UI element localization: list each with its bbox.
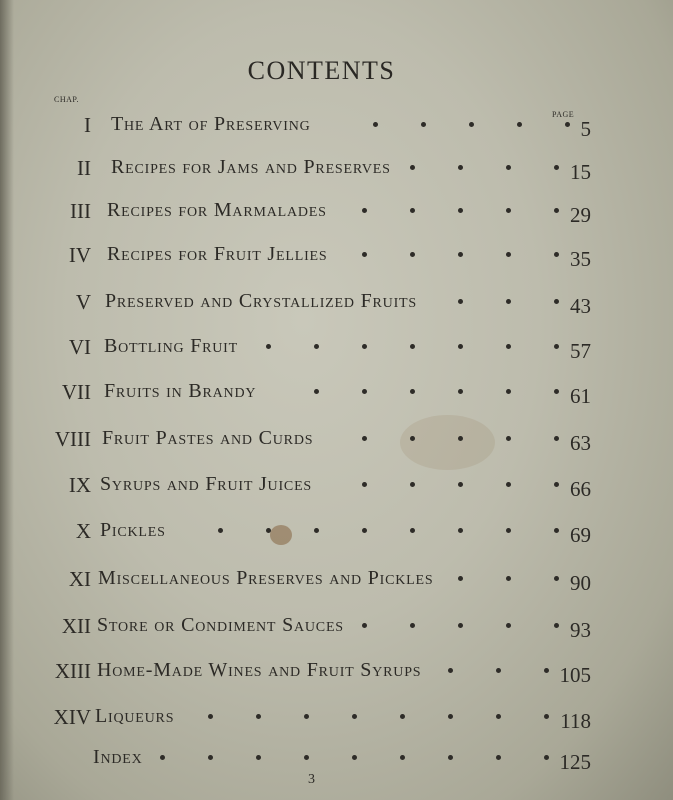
page-number: 118 bbox=[560, 709, 591, 733]
leader-dot bbox=[517, 122, 522, 127]
leader-dot bbox=[544, 668, 549, 673]
toc-entry bbox=[0, 335, 673, 361]
leader-dot bbox=[506, 208, 511, 213]
chapter-number: XIII bbox=[54, 659, 91, 683]
leader-dot bbox=[458, 436, 463, 441]
chapter-title: Index bbox=[93, 746, 143, 768]
chapter-number: V bbox=[75, 290, 91, 314]
toc-entry bbox=[0, 380, 673, 406]
page-number: 66 bbox=[570, 477, 591, 501]
leader-dot bbox=[208, 714, 213, 719]
toc-entry bbox=[0, 519, 673, 545]
chapter-number: II bbox=[77, 156, 91, 180]
chapter-title: Recipes for Fruit Jellies bbox=[107, 243, 328, 265]
leader-dot bbox=[448, 668, 453, 673]
page-number: 57 bbox=[570, 339, 591, 363]
leader-dot bbox=[362, 436, 367, 441]
page-number: 5 bbox=[580, 117, 591, 141]
leader-dot bbox=[410, 482, 415, 487]
leader-dot bbox=[410, 208, 415, 213]
chapter-number: X bbox=[75, 519, 91, 543]
leader-dot bbox=[458, 623, 463, 628]
leader-dot bbox=[400, 755, 405, 760]
leader-dot bbox=[362, 528, 367, 533]
chapter-number: VIII bbox=[54, 427, 91, 451]
leader-dot bbox=[352, 755, 357, 760]
leader-dot bbox=[554, 252, 559, 257]
leader-dot bbox=[362, 482, 367, 487]
leader-dot bbox=[352, 714, 357, 719]
chapter-title: Store or Condiment Sauces bbox=[97, 614, 344, 636]
leader-dot bbox=[266, 528, 271, 533]
chapter-title: Bottling Fruit bbox=[104, 335, 238, 357]
leader-dot bbox=[400, 714, 405, 719]
leader-dot bbox=[458, 299, 463, 304]
leader-dot bbox=[314, 344, 319, 349]
leader-dot bbox=[314, 389, 319, 394]
leader-dot bbox=[506, 576, 511, 581]
leader-dot bbox=[304, 714, 309, 719]
leader-dot bbox=[506, 528, 511, 533]
leader-dot bbox=[314, 528, 319, 533]
leader-dot bbox=[458, 344, 463, 349]
page-title: CONTENTS bbox=[247, 56, 396, 85]
page-number: 93 bbox=[570, 618, 591, 642]
leader-dot bbox=[304, 755, 309, 760]
chapter-number: VI bbox=[68, 335, 91, 359]
leader-dot bbox=[506, 252, 511, 257]
leader-dot bbox=[458, 576, 463, 581]
leader-dot bbox=[506, 344, 511, 349]
leader-dot bbox=[496, 755, 501, 760]
chapter-title: Liqueurs bbox=[95, 705, 175, 727]
page-number: 61 bbox=[570, 384, 591, 408]
leader-dot bbox=[410, 252, 415, 257]
leader-dot bbox=[554, 299, 559, 304]
leader-dot bbox=[458, 482, 463, 487]
leader-dot bbox=[506, 623, 511, 628]
toc-entry bbox=[0, 199, 673, 225]
toc-entry bbox=[0, 473, 673, 499]
leader-dot bbox=[410, 344, 415, 349]
leader-dot bbox=[362, 252, 367, 257]
chapter-title: Pickles bbox=[100, 519, 166, 541]
leader-dot bbox=[410, 389, 415, 394]
toc-entry bbox=[0, 614, 673, 640]
leader-dot bbox=[373, 122, 378, 127]
page-number: 105 bbox=[559, 663, 591, 687]
chapter-number: IV bbox=[68, 243, 91, 267]
toc-entry bbox=[0, 290, 673, 316]
chapter-title: Syrups and Fruit Juices bbox=[100, 473, 313, 495]
chapter-number: IX bbox=[68, 473, 91, 497]
leader-dot bbox=[554, 482, 559, 487]
chapter-number: XIV bbox=[53, 705, 91, 729]
chapter-title: Home-Made Wines and Fruit Syrups bbox=[97, 659, 422, 681]
toc-entry bbox=[0, 567, 673, 593]
leader-dot bbox=[410, 528, 415, 533]
leader-dot bbox=[448, 714, 453, 719]
page-number: 90 bbox=[570, 571, 591, 595]
chapter-number: III bbox=[70, 199, 91, 223]
chapter-number: XI bbox=[68, 567, 91, 591]
page-number: 69 bbox=[570, 523, 591, 547]
page-number: 29 bbox=[570, 203, 591, 227]
leader-dot bbox=[554, 623, 559, 628]
leader-dot bbox=[496, 668, 501, 673]
toc-entry bbox=[0, 243, 673, 269]
leader-dot bbox=[362, 389, 367, 394]
leader-dot bbox=[506, 389, 511, 394]
leader-dot bbox=[410, 165, 415, 170]
leader-dot bbox=[266, 344, 271, 349]
toc-entry bbox=[0, 113, 673, 139]
leader-dot bbox=[496, 714, 501, 719]
leader-dot bbox=[554, 528, 559, 533]
leader-dot bbox=[256, 714, 261, 719]
toc-entry bbox=[0, 705, 673, 731]
chapter-title: Fruit Pastes and Curds bbox=[102, 427, 314, 449]
leader-dot bbox=[554, 165, 559, 170]
leader-dot bbox=[410, 436, 415, 441]
leader-dot bbox=[565, 122, 570, 127]
chapter-title: Recipes for Jams and Preserves bbox=[111, 156, 391, 178]
leader-dot bbox=[469, 122, 474, 127]
toc-entry bbox=[0, 746, 673, 772]
chapter-title: Recipes for Marmalades bbox=[107, 199, 327, 221]
leader-dot bbox=[506, 165, 511, 170]
leader-dot bbox=[362, 623, 367, 628]
chapter-number: I bbox=[84, 113, 91, 137]
chapter-title: Preserved and Crystallized Fruits bbox=[105, 290, 417, 312]
page-folio: 3 bbox=[308, 772, 315, 787]
chapter-title: Miscellaneous Preserves and Pickles bbox=[98, 567, 434, 589]
leader-dot bbox=[410, 623, 415, 628]
page-number: 15 bbox=[570, 160, 591, 184]
leader-dot bbox=[554, 344, 559, 349]
leader-dot bbox=[554, 208, 559, 213]
leader-dot bbox=[448, 755, 453, 760]
chapter-number: XII bbox=[61, 614, 91, 638]
leader-dot bbox=[554, 389, 559, 394]
leader-dot bbox=[362, 208, 367, 213]
leader-dot bbox=[506, 482, 511, 487]
leader-dot bbox=[544, 755, 549, 760]
leader-dot bbox=[506, 299, 511, 304]
leader-dot bbox=[362, 344, 367, 349]
page-number: 125 bbox=[559, 750, 591, 774]
leader-dot bbox=[554, 436, 559, 441]
chapter-number: VII bbox=[61, 380, 91, 404]
toc-entry bbox=[0, 427, 673, 453]
page-number: 63 bbox=[570, 431, 591, 455]
leader-dot bbox=[506, 436, 511, 441]
page-column-label: PAGE bbox=[552, 110, 575, 119]
leader-dot bbox=[544, 714, 549, 719]
page-number: 43 bbox=[570, 294, 591, 318]
toc-entry bbox=[0, 659, 673, 685]
leader-dot bbox=[208, 755, 213, 760]
page-number: 35 bbox=[570, 247, 591, 271]
leader-dot bbox=[458, 528, 463, 533]
chapter-column-label: CHAP. bbox=[54, 95, 79, 104]
leader-dot bbox=[458, 208, 463, 213]
leader-dot bbox=[421, 122, 426, 127]
chapter-title: Fruits in Brandy bbox=[104, 380, 257, 402]
leader-dot bbox=[458, 165, 463, 170]
leader-dot bbox=[458, 252, 463, 257]
chapter-title: The Art of Preserving bbox=[111, 113, 311, 135]
leader-dot bbox=[554, 576, 559, 581]
toc-entry bbox=[0, 156, 673, 182]
leader-dot bbox=[160, 755, 165, 760]
leader-dot bbox=[458, 389, 463, 394]
leader-dot bbox=[218, 528, 223, 533]
leader-dot bbox=[256, 755, 261, 760]
